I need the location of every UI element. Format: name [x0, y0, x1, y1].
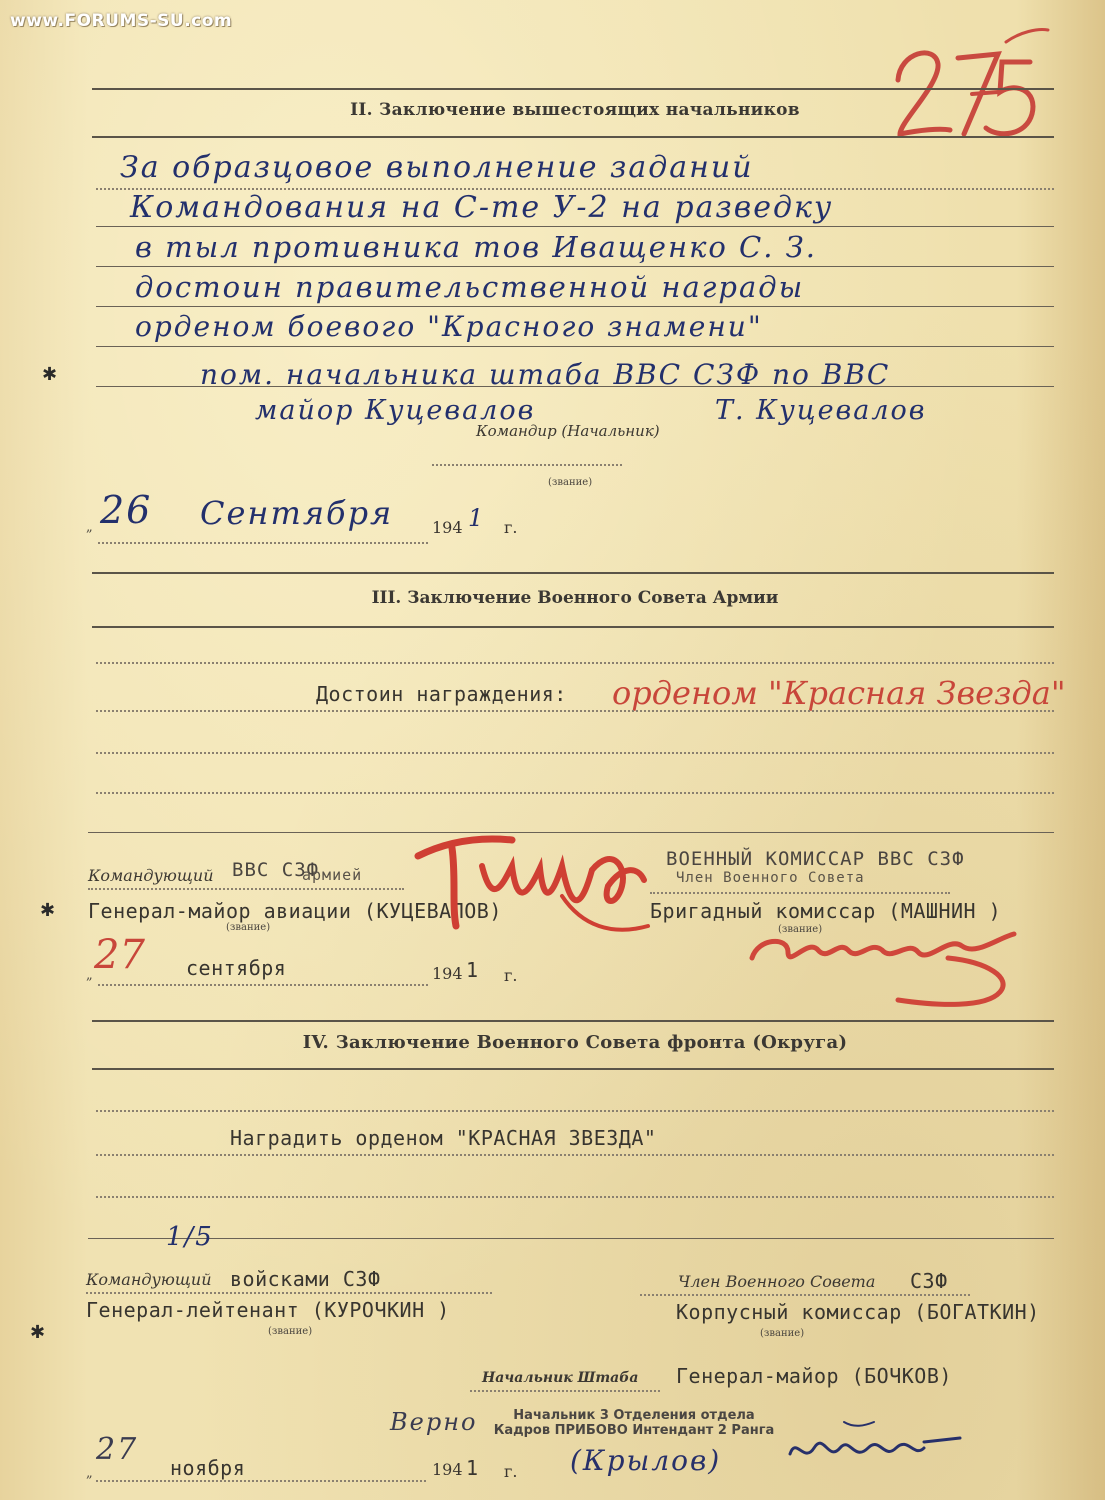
handwritten-year-digit: 1 [468, 504, 486, 532]
rank-caption: (звание) [778, 924, 823, 935]
commander-unit-overtype: армией [302, 866, 363, 884]
signature-line [640, 1294, 970, 1296]
ruled-line [96, 1196, 1054, 1198]
commissar-rank: Бригадный комиссар (МАШНИН ) [650, 899, 1002, 923]
rank-caption: (звание) [760, 1328, 805, 1339]
commissar-title: ВОЕННЫЙ КОМИССАР ВВС СЗФ [666, 848, 965, 870]
signature-line [88, 888, 404, 890]
handwritten-date-day: 26 [100, 488, 153, 532]
ruled-line [96, 792, 1054, 794]
ruled-line [96, 306, 1054, 307]
punch-mark: ✱ [40, 900, 56, 921]
section-iii-heading: III. Заключение Военного Совета Армии [371, 588, 779, 608]
handwritten-line: Командования на С-те У-2 на разведку [130, 190, 834, 225]
ruled-line [96, 752, 1054, 754]
commissar-title-overtype: Член Военного Совета [676, 870, 865, 886]
handwritten-date-day: 27 [94, 932, 145, 978]
handwritten-signature-line: Т. Куцевалов [715, 395, 927, 426]
handwritten-line: достоин правительственной награды [135, 270, 805, 304]
section-rule [92, 136, 1054, 138]
punch-mark: ✱ [30, 1322, 46, 1343]
handwritten-line: пом. начальника штаба ВВС СЗФ по ВВС [200, 358, 891, 391]
date-month: ноября [170, 1456, 246, 1480]
handwritten-name: (Крылов) [570, 1444, 722, 1477]
date-line [98, 542, 428, 544]
section-iv-heading: IV. Заключение Военного Совета фронта (Округа) [302, 1032, 848, 1053]
date-year-suffix: г. [504, 1462, 518, 1481]
council-member-unit: СЗФ [910, 1269, 948, 1293]
section-rule [92, 1020, 1054, 1022]
handwritten-date-day: 27 [96, 1432, 139, 1467]
page-number-mark [880, 22, 1050, 152]
date-year-digit: 1 [466, 1456, 479, 1480]
front-commander-label: Командующий [86, 1270, 212, 1289]
handwritten-note: Верно [390, 1408, 478, 1436]
ruled-line [96, 1110, 1054, 1112]
date-line [98, 984, 428, 986]
ruled-line [88, 1238, 1054, 1239]
award-decision-label: Достоин награждения: [316, 682, 567, 706]
date-year-suffix: г. [504, 518, 518, 537]
date-year-prefix: 194 [432, 964, 463, 983]
date-year-suffix: г. [504, 966, 518, 985]
section-rule [92, 88, 1054, 90]
handwritten-date-month: Сентября [200, 494, 394, 532]
blue-signature [784, 1418, 964, 1478]
handwritten-mark: 1/5 [166, 1222, 214, 1252]
punch-mark: ✱ [42, 364, 58, 385]
date-month: сентября [186, 956, 287, 980]
handwritten-line: За образцовое выполнение заданий [120, 150, 754, 185]
rank-line [432, 464, 622, 466]
ruled-line [96, 346, 1054, 347]
date-line [96, 1480, 426, 1482]
quote-mark: „ [86, 520, 93, 535]
department-stamp [484, 1408, 784, 1438]
front-commander-rank: Генерал-лейтенант (КУРОЧКИН ) [86, 1298, 450, 1322]
ruled-line [96, 662, 1054, 664]
section-rule [92, 572, 1054, 574]
signature-line [650, 892, 950, 894]
council-member-rank: Корпусный комиссар (БОГАТКИН) [676, 1300, 1040, 1324]
watermark: www.FORUMS-SU.com [10, 11, 233, 31]
red-signature [412, 826, 652, 946]
stamp-line: Начальник 3 Отделения отдела [513, 1408, 755, 1423]
signature-line [470, 1390, 660, 1392]
section-rule [92, 1068, 1054, 1070]
commander-label: Командующий [88, 866, 214, 885]
ruled-line [96, 1154, 1054, 1156]
quote-mark: „ [86, 1466, 93, 1481]
commander-caption: Командир (Начальник) [476, 422, 660, 440]
date-year-digit: 1 [466, 958, 479, 982]
date-year-prefix: 194 [432, 1460, 463, 1479]
rank-caption: (звание) [226, 922, 271, 933]
chief-of-staff-label: Начальник Штаба [482, 1370, 639, 1386]
stamp-line: Кадров ПРИБОВО Интендант 2 Ранга [493, 1423, 775, 1438]
chief-of-staff-rank: Генерал-майор (БОЧКОВ) [676, 1364, 952, 1388]
signature-line [86, 1292, 492, 1294]
ruled-line [96, 710, 1054, 712]
front-commander-unit: войсками СЗФ [230, 1267, 381, 1291]
ruled-line [96, 226, 1054, 227]
handwritten-line: в тыл противника тов Иващенко С. З. [135, 230, 817, 264]
rank-caption: (звание) [548, 477, 593, 488]
handwritten-signature-line: майор Куцевалов [255, 395, 536, 426]
handwritten-line: орденом боевого "Красного знамени" [135, 310, 763, 343]
date-year-prefix: 194 [432, 518, 463, 537]
council-member-label: Член Военного Совета [678, 1272, 876, 1291]
commander-rank: Генерал-майор авиации (КУЦЕВАЛОВ) [88, 899, 502, 923]
quote-mark: „ [86, 968, 93, 983]
front-decision: Наградить орденом "КРАСНАЯ ЗВЕЗДА" [230, 1126, 657, 1150]
section-rule [92, 626, 1054, 628]
handwritten-award: орденом "Красная Звезда" [612, 674, 1066, 712]
section-ii-heading: II. Заключение вышестоящих начальников [350, 100, 800, 120]
commander-unit: ВВС СЗФ [232, 859, 320, 881]
ruled-line [96, 266, 1054, 267]
red-signature [748, 918, 1028, 1014]
rank-caption: (звание) [268, 1326, 313, 1337]
